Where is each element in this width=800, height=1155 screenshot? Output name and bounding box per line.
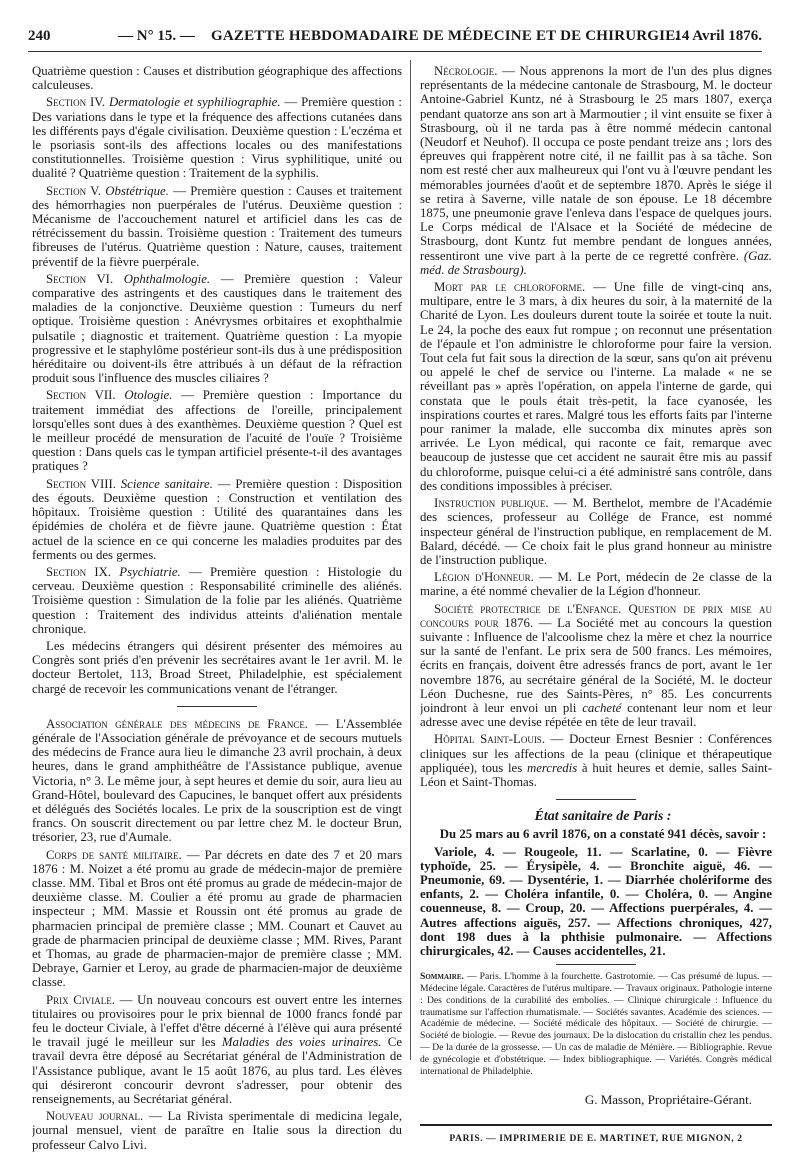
section-obstetrique: Section V. Obstétrique. — Première question : Causes et traitement des hémorrhagies non puerpérales de l'utérus. Deuxième question : Mécanisme de l'accouchement naturel et artificiel dans les cas de rétrécissement du bassin. Troisième question : Traitement des tumeurs fibreuses de l'utérus. Quatrième question : Nature, causes, traitement préventif de la fièvre puerpérale. bbox=[32, 183, 402, 269]
legion-honneur: Légion d'Honneur. — M. Le Port, médecin de 2e classe de la marine, a été nommé chevalier de la Légion d'honneur. bbox=[420, 570, 772, 599]
section-separator bbox=[177, 706, 257, 707]
etat-sanitaire-body: Variole, 4. — Rougeole, 11. — Scarlatine, 0. — Fièvre typhoïde, 25. — Érysipèle, 4. — Bronchite aiguë, 46. — Pneumonie, 69. — Dysentérie, 1. — Diarrhée cholériforme des enfants, 2. — Choléra infantile, 0. — Choléra, 0. — Angine couenneuse, 8. — Croup, 20. — Affections puerpérales, 4. — Autres affections aiguës, 257. — Affections chroniques, 427, dont 198 dues à la phthisie pulmonaire. — Affections chirurgicales, 42. — Causes accidentelles, 21. bbox=[420, 844, 772, 958]
running-head bbox=[28, 26, 762, 50]
etat-sanitaire-title: État sanitaire de Paris : bbox=[534, 809, 672, 825]
section-ophthalmologie: Section VI. Ophthalmologie. — Première question : Valeur comparative des astringents et des caustiques dans le traitement des maladies de la conjonctive. Deuxième question : Tumeurs du nerf optique. Troisième question : Anévrysmes orbitaires et exophthalmie pulsatile ; diagnostic et traitement. Quatrième question : La myopie progressive et le staphylôme postérieur sont-ils dus à une prédisposition héréditaire ou doivent-ils être attribués à un défaut de la réfraction produit sous l'influence des muscles ciliaires ? bbox=[32, 271, 402, 386]
issue-number: — N° 15. — bbox=[118, 28, 195, 44]
section-science-sanitaire: Section VIII. Science sanitaire. — Première question : Disposition des égouts. Deuxième question : Construction et ventilation des hôpitaux. Troisième question : Utilité des quarantaines dans les épidémies de choléra et de fièvre jaune. Quatrième question : État actuel de la science en ce qui concerne les maladies produites par des ferments ou des germes. bbox=[32, 476, 402, 562]
section-psychiatrie: Section IX. Psychiatrie. — Première question : Histologie du cerveau. Deuxième question : Responsabilité criminelle des aliénés. Troisième question : Simulation de la folie par les aliénés. Quatrième question : Traitement des individus atteints d'aliénation mentale chronique. bbox=[32, 564, 402, 636]
right-column bbox=[420, 64, 772, 1146]
section-dermatologie: Section IV. Dermatologie et syphiliographie. — Première question : Des variations dans le type et la fréquence des affections cutanées dans les différents pays d'égale civilisation. Deuxième question : L'eczéma et le psoriasis sont-ils des affections locales ou des manifestations constitutionnelles. Troisième question : Virus syphilitique, unité ou dualité ? Quatrième question : Traitement de la syphilis. bbox=[32, 95, 402, 181]
etat-sanitaire-period: Du 25 mars au 6 avril 1876, on a constaté 941 décès, savoir : bbox=[439, 827, 767, 842]
corps-sante-militaire: Corps de santé militaire. — Par décrets en date des 7 et 20 mars 1876 : M. Noizet a été promu au grade de médecin-major de première classe. MM. Tibal et Bros ont été promus au grade de médecin-major de deuxième classe. M. Coulier a été promu au grade de pharmacien inspecteur ; MM. Massie et Roussin ont été promus au grade de pharmacien principal de première classe ; MM. Counart et Cauvet au grade de pharmacien principal de deuxième classe ; MM. Rives, Parant et Thomas, au grade de pharmacien-major de première classe ; MM. Debraye, Garnier et Leroy, au grade de pharmacien-major de deuxième classe. bbox=[32, 847, 402, 990]
issue-date: 14 Avril 1876. bbox=[674, 28, 762, 44]
section-separator bbox=[556, 964, 636, 965]
sommaire bbox=[420, 971, 772, 1077]
medecins-etrangers: Les médecins étrangers qui désirent présenter des mémoires au Congrès sont priés d'en prévenir les secrétaires avant le 1er avril. M. le docteur Bertolet, 113, Broad Street, Philadelphie, est spécialement chargé de recevoir les communications venant de l'étranger. bbox=[32, 638, 402, 696]
hopital-saint-louis: Hôpital Saint-Louis. — Docteur Ernest Besnier : Conférences cliniques sur les affections de la peau (clinique et thérapeutique appliquée), tous les mercredis à huit heures et demie, salles Saint-Léon et Saint-Thomas. bbox=[420, 732, 772, 789]
page-number: 240 bbox=[28, 28, 51, 44]
instruction-publique: Instruction publique. — M. Berthelot, membre de l'Académie des sciences, professeur au Collége de France, est nommé inspecteur général de l'instruction publique, en remplacement de M. Balard, décédé. — Ce choix fait le plus grand honneur au ministre de l'instruction publique. bbox=[420, 496, 772, 567]
column-divider bbox=[410, 60, 411, 1060]
left-column bbox=[32, 64, 402, 1155]
imprint: PARIS. — IMPRIMERIE DE E. MARTINET, RUE MIGNON, 2 bbox=[449, 1133, 743, 1144]
section-otologie: Section VII. Otologie. — Première question : Importance du traitement immédiat des affections de l'oreille, principalement lorsqu'elles sont dues à des exanthèmes. Deuxième question ? Quel est le meilleur procédé de mensuration de l'acuité de l'ouïe ? Troisième question : Dans quels cas le tympan artificiel présente-t-il des avantages pratiques ? bbox=[32, 388, 402, 474]
header-rule bbox=[28, 51, 762, 52]
societe-enfance: Société protectrice de l'Enfance. Question de prix mise au concours pour 1876. — La Société met au concours la question suivante : Influence de l'alcoolisme chez la mère et chez la nourrice sur la santé de l'enfant. Le prix sera de 500 francs. Les mémoires, écrits en français, doivent être adressés francs de port, avant le 1er novembre 1876, au secrétaire général de la Société, M. le docteur Léon Duchesne, rue des Saints-Pères, n° 85. Les concurrents joindront à leur envoi un pli cacheté contenant leur nom et leur adresse avec une devise répétée en tête de leur travail. bbox=[420, 601, 772, 730]
imprint-rule bbox=[420, 1124, 772, 1126]
signature: G. Masson, Propriétaire-Gérant. bbox=[584, 1092, 752, 1108]
section-separator bbox=[556, 799, 636, 800]
association-generale: Association générale des médecins de France. — L'Assemblée générale de l'Association générale de prévoyance et de secours mutuels des médecins de France aura lieu le dimanche 23 avril prochain, à deux heures, dans le grand amphithéâtre de l'Assistance publique, avenue Victoria, n° 3. Le même jour, à sept heures et demie du soir, aura lieu au Grand-Hôtel, boulevard des Capucines, le banquet offert aux présidents et délégués des Sociétés locales. Le prix de la souscription est de vingt francs. On souscrit directement ou par lettre chez M. le docteur Brun, trésorier, 23, rue d'Aumale. bbox=[32, 716, 402, 845]
prix-civiale: Prix Civiale. — Un nouveau concours est ouvert entre les internes titulaires ou provisoires pour le prix biennal de 1000 francs fondé par feu le docteur Civiale, à l'effet d'être décerné à l'élève qui aura présenté le travail jugé le meilleur sur les Maladies des voies urinaires. Ce travail devra être déposé au Secrétariat général de l'Administration de l'Assistance publique, avant le 15 août 1876, au plus tard. Les élèves qui désireront concourir devront s'adresser, pour obtenir des renseignements, au Secrétariat général. bbox=[32, 992, 402, 1107]
mort-chloroforme: Mort par le chloroforme. — Une fille de vingt-cinq ans, multipare, entre le 3 mars, à dix heures du soir, à la maternité de la Charité de Lyon. Les douleurs durent toute la soirée et toute la nuit. Le 24, la poche des eaux fut rompue ; on reconnut une présentation de l'épaule et l'on administre le chloroforme pour faire la version. Tout cela fut fait sous la direction de la sœur, sans qu'on ait prévenu ou appelé le chef de service ou l'interne. La malade « ne se réveillant pas » après l'opération, on appela l'interne de garde, qui constata que le pouls était très-petit, la face cyanosée, les inspirations courtes et rares. Malgré tous les efforts faits par l'interne pour ranimer la malade, elle succomba dix minutes après son arrivée. Le Lyon médical, qui raconte ce fait, remarque avec beaucoup de justesse que cet accident ne saurait être mis au passif du chloroforme, puisque celui-ci a été administré sans contrôle, dans des conditions impossibles à préciser. bbox=[420, 280, 772, 493]
sommaire-label: Sommaire. bbox=[420, 971, 464, 983]
congres-question: Quatrième question : Causes et distribution géographique des affections calculeuses. bbox=[32, 64, 402, 93]
necrologie: Nécrologie. — Nous apprenons la mort de l'un des plus dignes représentants de la médecine cantonale de Strasbourg, M. le docteur Antoine-Gabriel Kuntz, né à Strasbourg le 25 mars 1807, exerça pendant quatorze ans son art à Marmoutier ; il vint ensuite se fixer à Strasbourg, où il ne tarda pas à être nommé médecin cantonal (Neudorf et Neuhof). Il occupa ce poste pendant treize ans ; lors des épreuves qui frappèrent notre cité, il ne faillit pas à sa tâche. Son nom est resté cher aux malheureux qui l'ont vu à l'œuvre pendant les mémorables journées d'août et de septembre 1870. Après le siége il se retira à Saverne, ville natale de son épouse. Le 18 décembre 1875, une pneumonie grave l'enleva dans l'espace de quelques jours. Le Corps médical de l'Alsace et la Société de médecine de Strasbourg, dont Kuntz fut membre pendant de longues années, ressentiront une vive part à la perte de ce regretté confrère. (Gaz. méd. de Strasbourg). bbox=[420, 64, 772, 277]
journal-title: GAZETTE HEBDOMADAIRE DE MÉDECINE ET DE CHIRURGIE. bbox=[211, 28, 680, 44]
nouveau-journal: Nouveau journal. — La Rivista sperimentale di medicina legale, journal mensuel, vient de paraître en Italie sous la direction du professeur Calvo Livi. bbox=[32, 1109, 402, 1152]
sommaire-text: — Paris. L'homme à la fourchette. Gastrotomie. — Cas présumé de lupus. — Médecine légale. Caractères de l'utérus multipare. — Travaux originaux. Pathologie interne : Des conditions de la curabilité des embolies. — Clinique chirurgicale : Influence du traumatisme sur l'affection rhumatismale. — Sociétés savantes. Académie des sciences. — Académie de médecine. — Société médicale des hôpitaux. — Société de chirurgie. — Société de biologie. — Revue des journaux. De la dislocation du cristallin chez les pendus. — De la durée de la grossesse. — Un cas de maladie de Ménière. — Bibliographie. Revue de gynécologie et d'obstétrique. — Index bibliographique. — Variétés. Congrès médical international de Philadelphie. bbox=[420, 971, 772, 1077]
